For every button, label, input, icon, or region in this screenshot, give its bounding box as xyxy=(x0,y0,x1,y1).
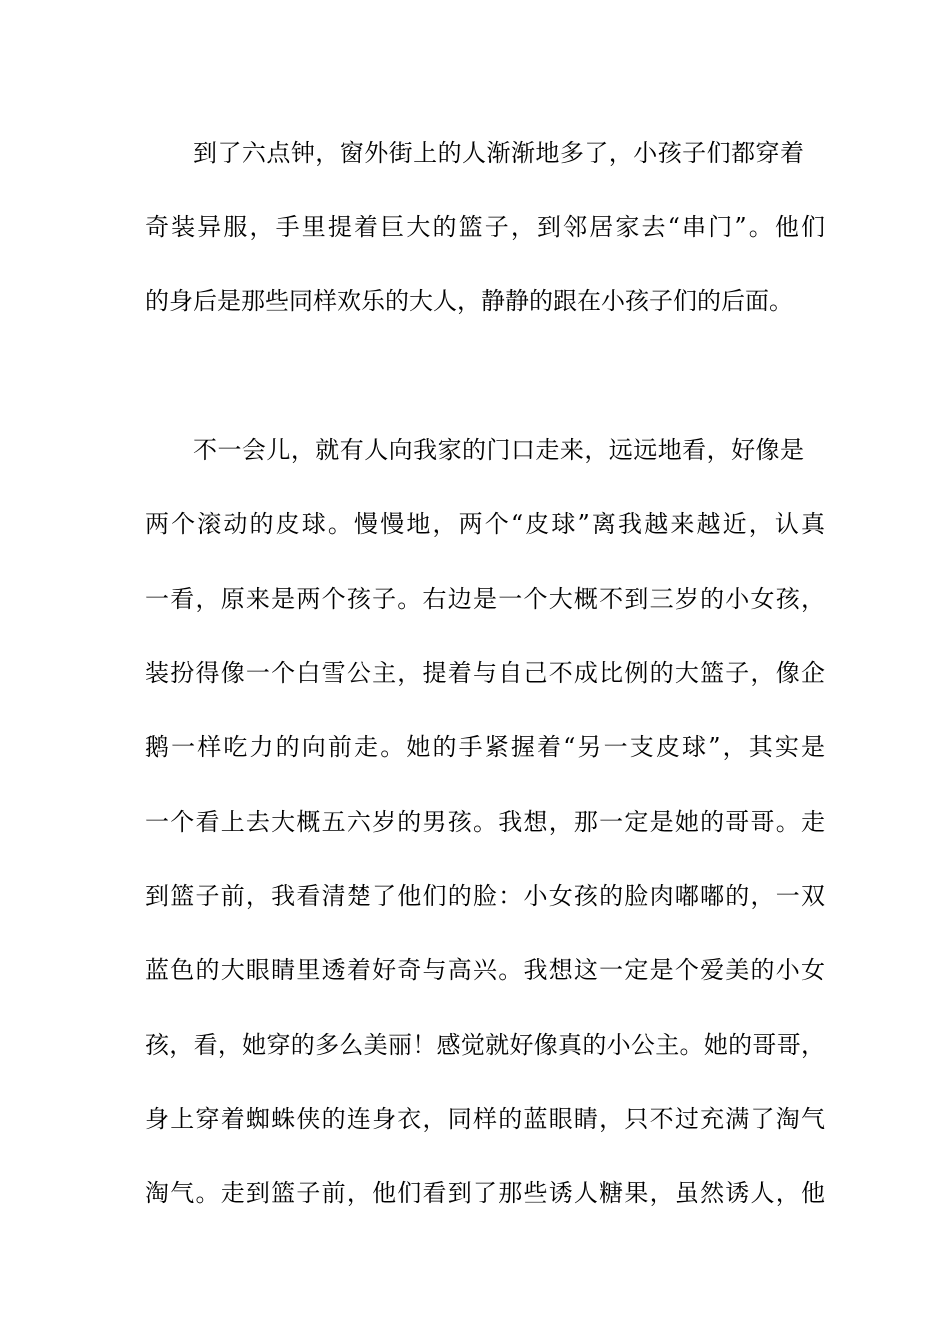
paragraph-2-line-1: 不一会儿，就有人向我家的门口走来，远远地看，好像是 xyxy=(193,436,804,464)
paragraph-2-line-8: 蓝色的大眼睛里透着好奇与高兴。我想这一定是个爱美的小女 xyxy=(145,956,825,984)
paragraph-2-line-3: 一看，原来是两个孩子。右边是一个大概不到三岁的小女孩， xyxy=(145,585,825,613)
paragraph-1-line-3: 的身后是那些同样欢乐的大人，静静的跟在小孩子们的后面。 xyxy=(145,287,793,315)
paragraph-2-line-7: 到篮子前，我看清楚了他们的脸：小女孩的脸肉嘟嘟的，一双 xyxy=(145,882,825,910)
paragraph-1-line-1: 到了六点钟，窗外街上的人渐渐地多了，小孩子们都穿着 xyxy=(193,139,804,167)
paragraph-2-line-9: 孩，看，她穿的多么美丽！感觉就好像真的小公主。她的哥哥， xyxy=(145,1031,825,1059)
paragraph-2-line-11: 淘气。走到篮子前，他们看到了那些诱人糖果，虽然诱人，他 xyxy=(145,1179,825,1207)
paragraph-2-line-4: 装扮得像一个白雪公主，提着与自己不成比例的大篮子，像企 xyxy=(145,659,825,687)
paragraph-2-line-5: 鹅一样吃力的向前走。她的手紧握着“另一支皮球”，其实是 xyxy=(145,733,825,761)
paragraph-1-line-2: 奇装异服，手里提着巨大的篮子，到邻居家去“串门”。他们 xyxy=(145,213,825,241)
paragraph-2-line-10: 身上穿着蜘蛛侠的连身衣，同样的蓝眼睛，只不过充满了淘气 xyxy=(145,1105,825,1133)
paragraph-2-line-6: 一个看上去大概五六岁的男孩。我想，那一定是她的哥哥。走 xyxy=(145,808,825,836)
paragraph-2-line-2: 两个滚动的皮球。慢慢地，两个“皮球”离我越来越近，认真 xyxy=(145,510,825,538)
